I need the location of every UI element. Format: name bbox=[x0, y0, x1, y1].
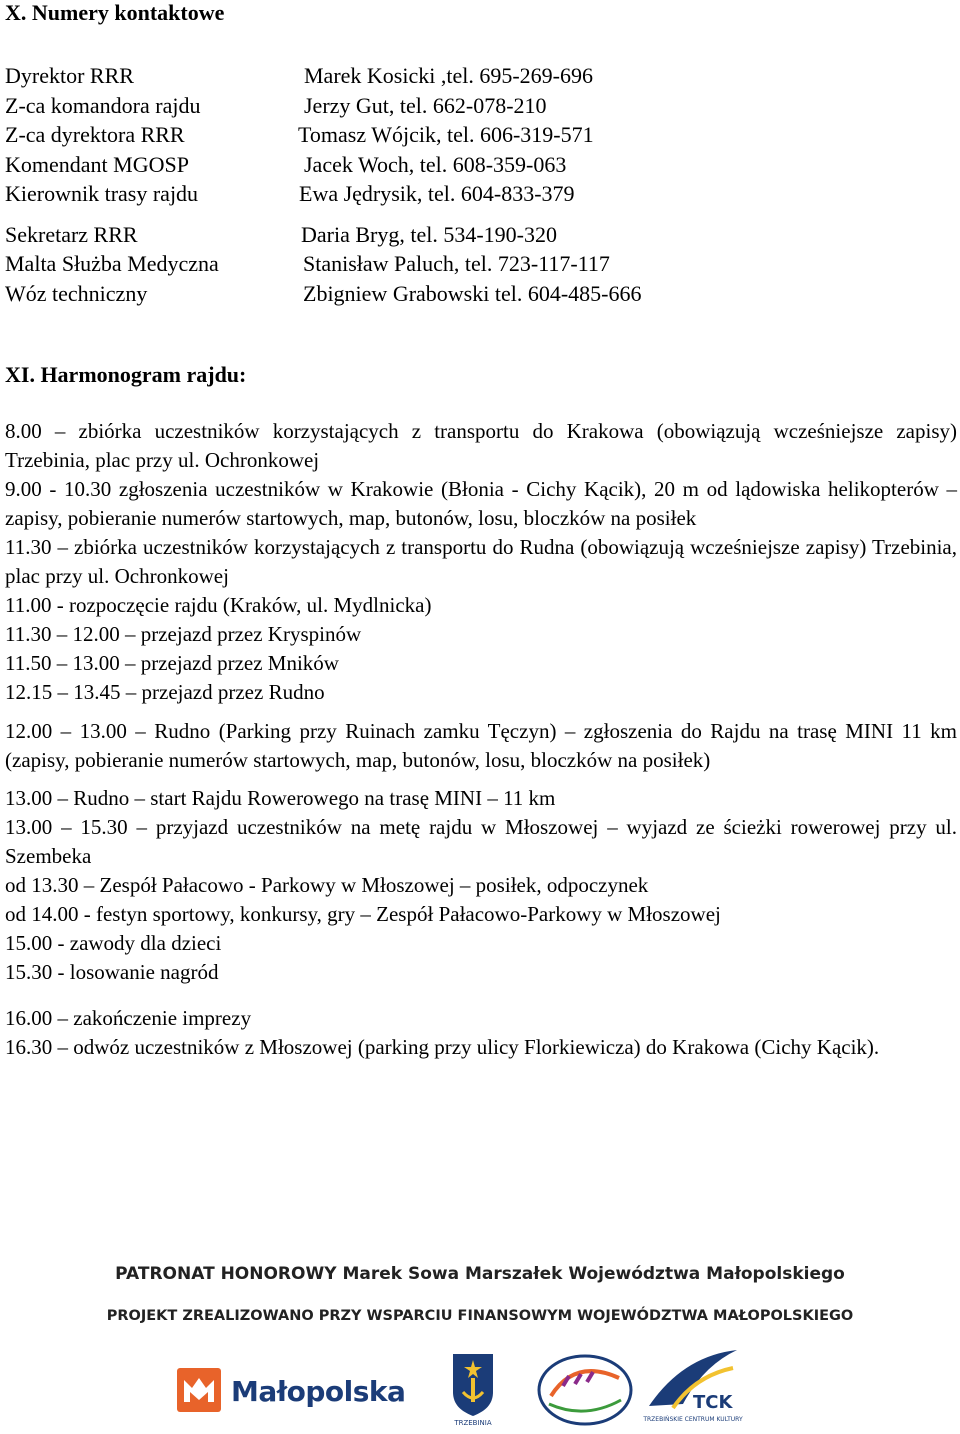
tck-logo bbox=[643, 1346, 743, 1430]
contact-role: Kierownik trasy rajdu bbox=[5, 181, 199, 206]
contact-person: Daria Bryg, tel. 534-190-320 bbox=[301, 222, 557, 247]
schedule-item: 11.00 - rozpoczęcie rajdu (Kraków, ul. Mydlnicka) bbox=[5, 593, 432, 617]
malopolska-emblem-icon bbox=[175, 1366, 223, 1414]
contact-role: Z-ca dyrektora RRR bbox=[5, 122, 185, 147]
contact-person: Tomasz Wójcik, tel. 606-319-571 bbox=[298, 122, 594, 147]
trzebinia-caption: TRZEBINIA bbox=[454, 1419, 492, 1427]
contact-role: Sekretarz RRR bbox=[5, 222, 138, 247]
contact-person: Jerzy Gut, tel. 662-078-210 bbox=[304, 93, 547, 118]
schedule-list bbox=[5, 417, 957, 1062]
schedule-item: 15.30 - losowanie nagród bbox=[5, 960, 219, 984]
schedule-item: 9.00 - 10.30 zgłoszenia uczestników w Krakowie (Błonia - Cichy Kącik), 20 m od lądowiska helikopterów – zapisy, pobieranie numerów startowych, map, butonów, losu, bloczków na posiłek bbox=[5, 477, 957, 530]
section-xi-heading: XI. Harmonogram rajdu: bbox=[5, 362, 247, 387]
tck-wordmark: TCK bbox=[693, 1392, 733, 1413]
malopolska-logo bbox=[175, 1366, 435, 1416]
tck-swoosh-icon bbox=[643, 1346, 743, 1416]
schedule-item: 12.15 – 13.45 – przejazd przez Rudno bbox=[5, 680, 325, 704]
malopolska-wordmark: Małopolska bbox=[231, 1375, 406, 1408]
schedule-item: 13.00 – Rudno – start Rajdu Rowerowego na trasę MINI – 11 km bbox=[5, 786, 556, 810]
contact-person: Jacek Woch, tel. 608-359-063 bbox=[304, 152, 567, 177]
contact-role: Komendant MGOSP bbox=[5, 152, 189, 177]
schedule-item: 13.00 – 15.30 – przyjazd uczestników na metę rajdu w Młoszowej – wyjazd ze ścieżki rowerowej przy ul. Szembeka bbox=[5, 815, 957, 868]
schedule-item: 11.30 – zbiórka uczestników korzystających z transportu do Rudna (obowiązują wcześniejsze zapisy) Trzebinia, plac przy ul. Ochronkowej bbox=[5, 535, 957, 588]
contact-person: Marek Kosicki ,tel. 695-269-696 bbox=[304, 63, 593, 88]
trzebinia-logo bbox=[449, 1350, 497, 1430]
contact-role: Wóz techniczny bbox=[5, 281, 148, 306]
contact-role: Malta Służba Medyczna bbox=[5, 251, 219, 276]
contact-role: Dyrektor RRR bbox=[5, 63, 134, 88]
footer-patronat: PATRONAT HONOROWY Marek Sowa Marszałek Województwa Małopolskiego bbox=[115, 1264, 845, 1284]
schedule-item: 11.30 – 12.00 – przejazd przez Kryspinów bbox=[5, 622, 362, 646]
contact-person: Ewa Jędrysik, tel. 604-833-379 bbox=[299, 181, 575, 206]
tck-caption: TRZEBIŃSKIE CENTRUM KULTURY bbox=[643, 1416, 743, 1423]
footer-projekt: PROJEKT ZREALIZOWANO PRZY WSPARCIU FINANSOWYM WOJEWÓDZTWA MAŁOPOLSKIEGO bbox=[106, 1308, 854, 1324]
sponsor-logos bbox=[0, 1340, 960, 1430]
section-x-heading: X. Numery kontaktowe bbox=[5, 0, 225, 25]
contact-person: Zbigniew Grabowski tel. 604-485-666 bbox=[303, 281, 642, 306]
trzebinia-crest-icon bbox=[449, 1350, 497, 1418]
schedule-item: od 14.00 - festyn sportowy, konkursy, gry – Zespół Pałacowo-Parkowy w Młoszowej bbox=[5, 902, 721, 926]
schedule-item: od 13.30 – Zespół Pałacowo - Parkowy w Młoszowej – posiłek, odpoczynek bbox=[5, 873, 649, 897]
contact-person: Stanisław Paluch, tel. 723-117-117 bbox=[303, 251, 610, 276]
schedule-item: 11.50 – 13.00 – przejazd przez Mników bbox=[5, 651, 339, 675]
schedule-item: 8.00 – zbiórka uczestników korzystających z transportu do Krakowa (obowiązują wcześniejsze zapisy) Trzebinia, plac przy ul. Ochronkowej bbox=[5, 419, 957, 472]
schedule-item: 12.00 – 13.00 – Rudno (Parking przy Ruinach zamku Tęczyn) – zgłoszenia do Rajdu na trasę MINI 11 km (zapisy, pobieranie numerów startowych, map, butonów, losu, bloczków na posiłek) bbox=[5, 719, 957, 772]
contact-role: Z-ca komandora rajdu bbox=[5, 93, 201, 118]
schedule-item: 16.30 – odwóz uczestników z Młoszowej (parking przy ulicy Florkiewicza) do Krakowa (Cichy Kącik). bbox=[5, 1035, 880, 1059]
schedule-item: 16.00 – zakończenie imprezy bbox=[5, 1006, 252, 1030]
schedule-item: 15.00 - zawody dla dzieci bbox=[5, 931, 222, 955]
rrr-logo bbox=[535, 1348, 635, 1428]
rrr-ellipse-icon bbox=[535, 1348, 635, 1428]
